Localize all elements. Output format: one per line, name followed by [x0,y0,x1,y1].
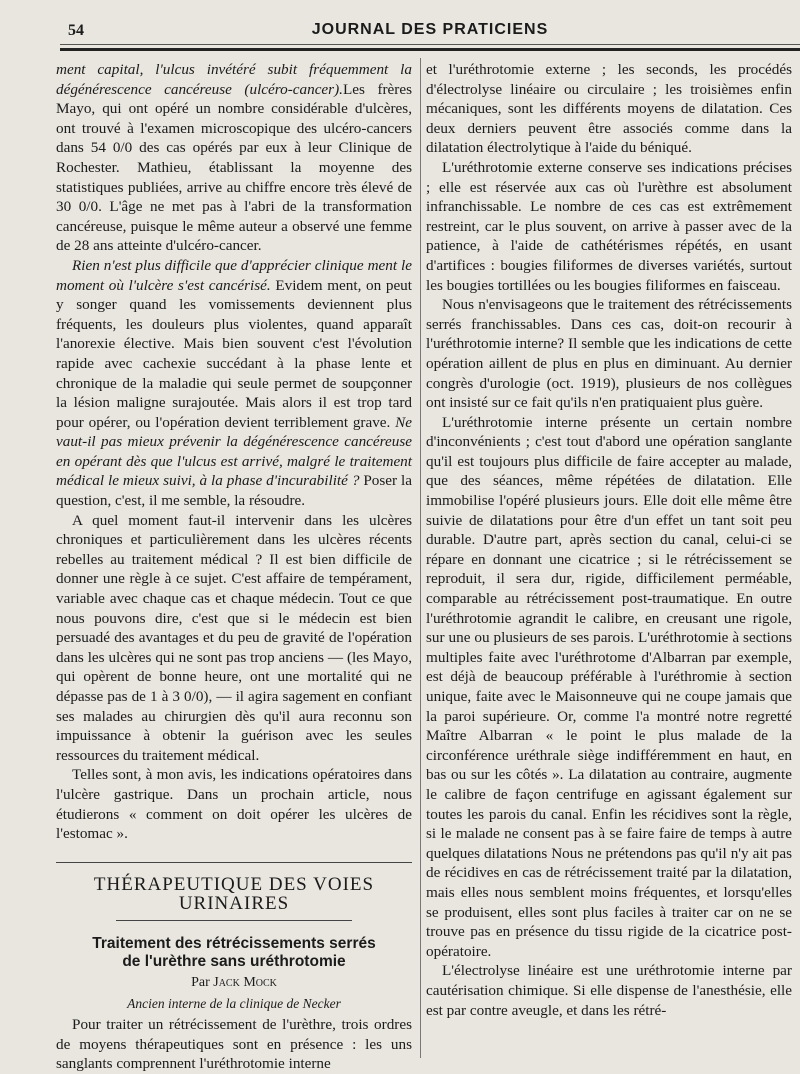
left-paragraph-3: A quel moment faut-il intervenir dans les ulcères chroniques et particulièrement dans les ulcères récents rebelles au traitement médical ? Il est bien difficile de donner une règle à ce sujet. C'est affaire de tempérament, variable avec chaque cas et chaque médecin. Tout ce que nous pouvons dire, c'est que si le médecin est bien persuadé des avantages et du peu de gravité de l'opération dans les ulcères qui ne sont pas trop anciens — (les Mayo, qui opèrent de bonne heure, ont une mortalité qui ne dépasse pas de 1 à 3 0/0), — il agira sagement en confiant ses malades au chirurgien dès qu'il aura reconnu son impuissance à obtenir la guérison avec les seules ressources du traitement médical. [56,511,412,764]
section-rule-bottom [116,920,352,921]
article-title [56,935,412,971]
left-paragraph-5: Pour traiter un rétrécissement de l'urèthre, trois ordres de moyens thérapeutiques sont en présence : les uns sanglants comprennent l'uréthrotomie interne [56,1016,412,1073]
right-paragraph-5: L'électrolyse linéaire est une uréthrotomie interne par cautérisation chimique. Si elle dispense de l'anesthésie, elle est par contre aveugle, et dans les rétré- [426,962,792,1019]
section-rule-top [56,862,412,863]
article-title-line-2: de l'urèthre sans uréthrotomie [122,952,346,970]
left-p2-italic: Rien n'est plus difficile que d'apprécier clinique ment le moment où l'ulcère s'est cancérisé. [56,256,412,294]
left-paragraph-1 [56,60,412,256]
left-p1-italic: ment capital, l'ulcus invétéré subit fréquemment la dégénérescence cancéreuse (ulcéro-cancer). [56,61,412,98]
left-paragraph-2 [56,256,412,511]
left-p1-text: Les frères Mayo, qui ont opéré un nombre considérable d'ulcères, ont trouvé à l'examen microscopique des ulcéro-cancers dans 54 0/0 des cas opérés par eux à leur Clinique de Rochester. Mathieu, établissant la moyenne des statistiques publiées, arrive au chiffre encore très élevé de 30 0/0. L'âge ne met pas à l'abri de la transformation cancéreuse, puisque le même auteur a observé une femme de 28 ans atteinte d'ulcéro-cancer. [56,80,413,255]
right-column [426,60,792,1020]
left-p2-end: Poser la question, c'est, il me semble, la résoudre. [56,472,413,510]
header-rule-thin [60,44,800,45]
right-paragraph-4: L'uréthrotomie interne présente un certain nombre d'inconvénients ; c'est tout d'abord une opération sanglante qu'il est toujours plus difficile de faire accepter au malade, que des séances, même répétées de dilatation. Elle immobilise l'opéré plusieurs jours. Elle doit elle même être suivie de dilatations pour être d'un effet un tant soit peu durable. D'autre part, après section du canal, celui-ci se répare en donnant une cicatrice ; si le rétrécissement se reproduit, il sera dur, rigide, difficilement perméable, comparable au rétrécissement post-traumatique. En outre l'uréthrotomie agrandit le calibre, en creusant une rigole, sur une ou plusieurs de ses parois. L'uréthrotomie à sections multiples faite avec l'uréthrotome d'Albarran par exemple, est déjà de beaucoup préférable à l'uréthromie à section unique, faite avec le Maisonneuve qui ne coupe jamais que la paroi supérieure. Or, comme l'a montré notre regretté Maître Albarran « le point le plus malade de la circonférence uréthrale siège indifféremment en haut, en bas ou sur les côtés ». La dilatation au contraire, augmente le calibre de façon centrifuge en agissant également sur toutes les parois du canal. Enfin les récidives sont la règle, si le malade ne consent pas à se faire faire de temps à autre quelques dilatations Nous ne prétendons pas qu'il n'y ait pas de récidives en cas de rétrécissement traité par la dilatation, mais elles nous semblent moins fréquentes, et lorsqu'elles se produisent, elles sont plus faciles à traiter car on ne se trouve pas en présence du tissu rigide de la cicatrice post-opératoire. [426,413,792,960]
author-prefix: Par [191,974,210,990]
author-affiliation: Ancien interne de la clinique de Necker [127,995,341,1011]
left-p2-italic-2: Ne vaut-il pas mieux prévenir la dégénérescence cancéreuse en opérant dès que l'ulcus est arrivé, malgré le traitement médical le mieux suivi, à la phase d'incurabilité ? [56,413,412,490]
left-p2-text: Evidem ment, on peut y songer quand les vomissements deviennent plus fréquents, les douleurs plus violentes, quand apparaît l'anorexie élective. Mais bien souvent c'est l'évolution rapide avec cachexie succédant à la phase lente et chronique de la maladie qui seule permet de soupçonner la lésion maligne surajoutée. Mais alors il est trop tard pour opérer, ou l'opération devient terriblement grave. [56,276,412,431]
page-number: 54 [68,22,84,39]
journal-title: JOURNAL DES PRATICIENS [311,21,549,38]
left-column [56,60,412,1074]
section-title: THÉRAPEUTIQUE DES VOIES URINAIRES [93,873,375,915]
header-rule-thick [60,48,800,51]
left-paragraph-4: Telles sont, à mon avis, les indications opératoires dans l'ulcère gastrique. Dans un prochain article, nous étudierons « comment on doit opérer les ulcères de l'estomac ». [56,766,412,843]
author-name: Jack Mock [213,974,277,990]
right-paragraph-3: Nous n'envisageons que le traitement des rétrécissements serrés franchissables. Dans ces cas, doit-on recourir à l'uréthrotomie interne? Il semble que les indications de cette opération aillent de plus en plus en diminuant. Au dernier congrès d'urologie (oct. 1919), plusieurs de nos collègues ont insisté sur ce fait qu'ils n'en pratiquaient plus guère. [426,296,792,412]
right-paragraph-2: L'uréthrotomie externe conserve ses indications précises ; elle est réservée aux cas où l'urèthre est absolument infranchissable. Le nombre de ces cas est extrêmement restreint, car le plus souvent, on arrive à passer avec de la patience, à l'aide de cathétérismes répétés, en usant d'artifices : bougies filiformes de diverses variétés, surtout les bougies tortillées ou les bougies filiformes en faisceau. [426,158,792,294]
article-title-line-1: Traitement des rétrécissements serrés [92,934,376,952]
column-divider [420,58,421,1058]
article-author [56,973,412,993]
right-paragraph-1: et l'uréthrotomie externe ; les seconds, les procédés d'électrolyse linéaire ou circulaire ; les troisièmes enfin mécaniques, sont les différents moyens de dilatation. Ces deux derniers peuvent être associés comme dans la dilatation électrolytique à l'aide du béniqué. [426,61,792,157]
